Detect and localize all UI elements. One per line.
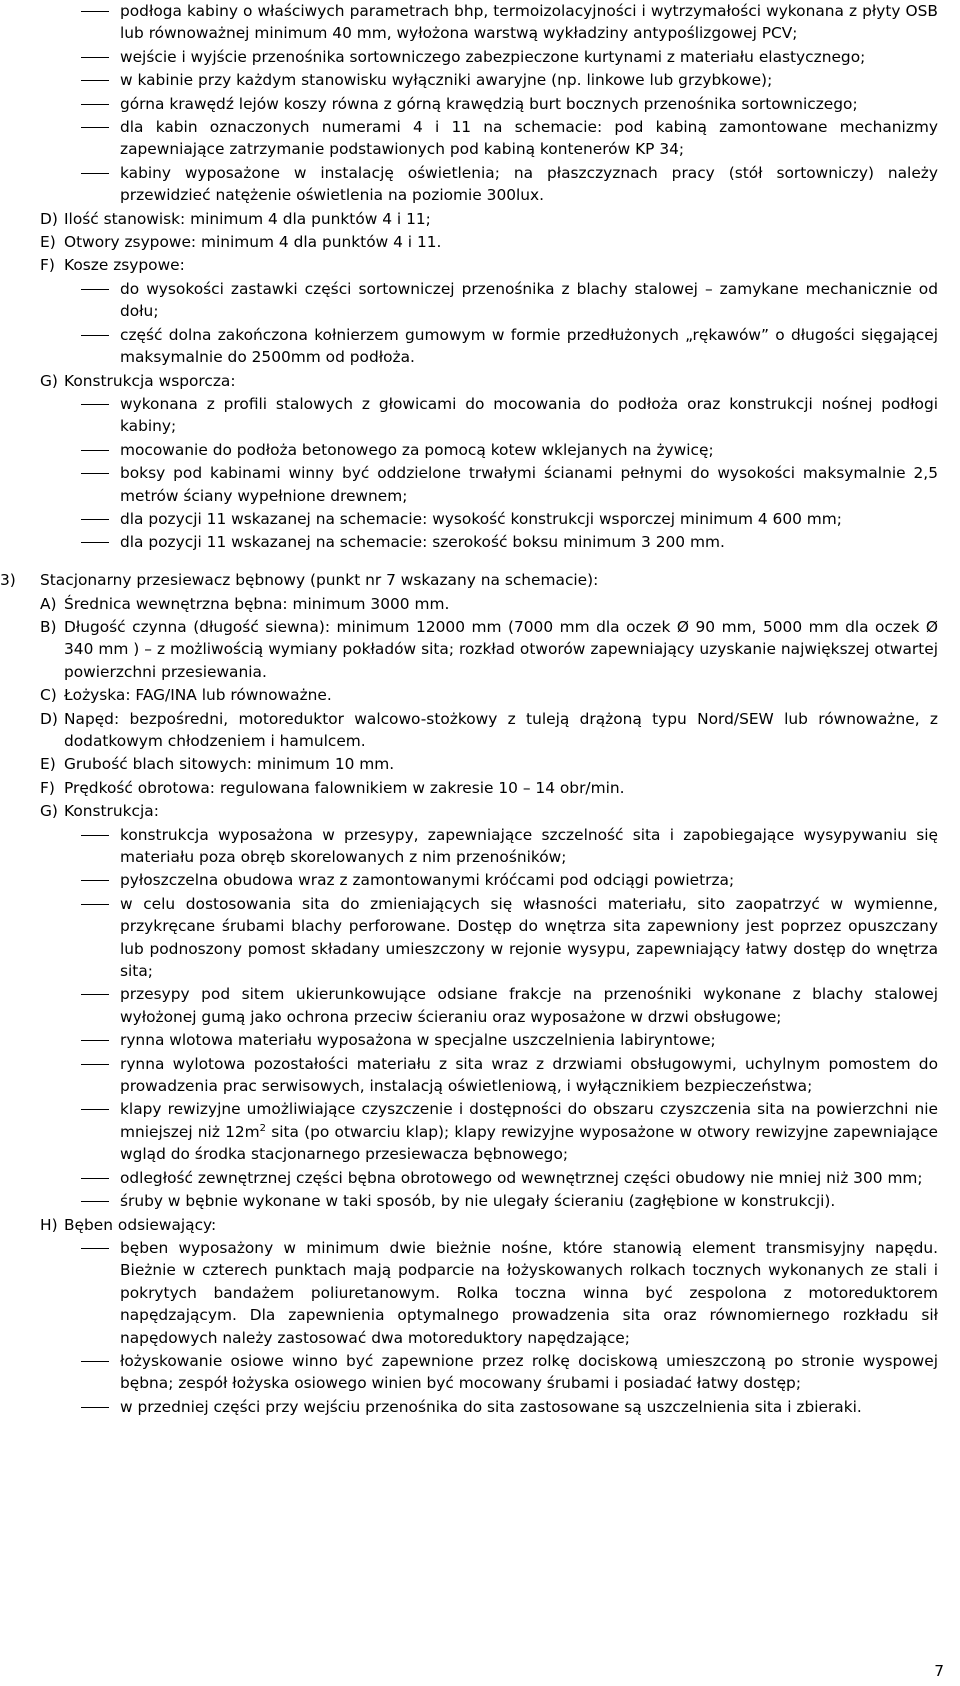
top-bullet-list (64, 0, 938, 207)
list-item: przesypy pod sitem ukierunkowujące odsiane frakcje na przenośniki wykonane z blachy stalowej wyłożonej gumą jako ochrona przeciw ścieraniu oraz wyposażone w drzwi obsługowe; (64, 983, 938, 1028)
s3-item-h (40, 1214, 938, 1236)
item-label: D) (40, 209, 58, 228)
list-item: śruby w bębnie wykonane w taki sposób, by nie ulegały ścieraniu (zagłębione w konstrukcji). (64, 1190, 938, 1212)
item-text: Prędkość obrotowa: regulowana falownikiem w zakresie 10 – 14 obr/min. (64, 778, 625, 797)
item-label: B) (40, 617, 57, 636)
superscript: 2 (259, 1122, 267, 1134)
s3-item-f (40, 777, 938, 799)
section-3-heading (0, 569, 938, 591)
item-text: Ilość stanowisk: minimum 4 dla punktów 4 i 11; (64, 209, 431, 228)
page-number: 7 (934, 1661, 944, 1680)
list-item: dla pozycji 11 wskazanej na schemacie: szerokość boksu minimum 3 200 mm. (64, 531, 938, 553)
item-label: E) (40, 755, 56, 774)
item-text: Konstrukcja wsporcza: (64, 371, 236, 390)
item-text: Długość czynna (długość siewna): minimum 12000 mm (7000 mm dla oczek Ø 90 mm, 5000 mm dla oczek Ø 340 mm ) – z możliwością wymiany pokładów sita; rozkład otworów zapewniający uzyskanie największej otwartej powierzchni przesiewania. (64, 617, 938, 681)
item-label: C) (40, 686, 57, 705)
list-item: do wysokości zastawki części sortowniczej przenośnika z blachy stalowej – zamykane mechanicznie od dołu; (64, 278, 938, 323)
item-text: Grubość blach sitowych: minimum 10 mm. (64, 755, 395, 774)
list-item: w kabinie przy każdym stanowisku wyłączniki awaryjne (np. linkowe lub grzybkowe); (64, 69, 938, 91)
list-item: łożyskowanie osiowe winno być zapewnione przez rolkę dociskową umieszczoną po stronie wyspowej bębna; zespół łożyska osiowego winien być mocowany śrubami i posiadać łatwy dostęp; (64, 1350, 938, 1395)
list-item: wykonana z profili stalowych z głowicami do mocowania do podłoża oraz konstrukcji nośnej podłogi kabiny; (64, 393, 938, 438)
item-label: D) (40, 709, 58, 728)
item-label: G) (40, 371, 58, 390)
list-item-text: klapy rewizyjne umożliwiające czyszczenie i dostępności do obszaru czyszczenia sita na powierzchni nie mniejszej niż 12m (120, 1100, 938, 1141)
list-item (64, 1098, 938, 1165)
item-g-bullets (64, 393, 938, 554)
section-text: Stacjonarny przesiewacz bębnowy (punkt nr 7 wskazany na schemacie): (40, 571, 599, 590)
item-text: Otwory zsypowe: minimum 4 dla punktów 4 i 11. (64, 233, 442, 252)
item-text: Bęben odsiewający: (64, 1215, 217, 1234)
s3-item-a (40, 593, 938, 615)
s3-item-b (40, 616, 938, 683)
list-item: podłoga kabiny o właściwych parametrach bhp, termoizolacyjności i wytrzymałości wykonana z płyty OSB lub równoważnej minimum 40 mm, wyłożona warstwą wykładziny antypoślizgowej PCV; (64, 0, 938, 45)
list-item: dla pozycji 11 wskazanej na schemacie: wysokość konstrukcji wsporczej minimum 4 600 mm; (64, 508, 938, 530)
list-item: część dolna zakończona kołnierzem gumowym w formie przedłużonych „rękawów” o długości sięgającej maksymalnie do 2500mm od podłoża. (64, 324, 938, 369)
s3-item-h-bullets (64, 1237, 938, 1418)
item-text: Napęd: bezpośredni, motoreduktor walcowo-stożkowy z tuleją drążoną typu Nord/SEW lub równoważne, z dodatkowym chłodzeniem i hamulcem. (64, 709, 938, 750)
list-item: pyłoszczelna obudowa wraz z zamontowanymi króćcami pod odciągi powietrza; (64, 869, 938, 891)
s3-item-c (40, 684, 938, 706)
list-item: rynna wylotowa pozostałości materiału z sita wraz z drzwiami obsługowymi, uchylnym pomostem do prowadzenia prac serwisowych, instalacją oświetleniową, i wyłącznikiem bezpieczeństwa; (64, 1053, 938, 1098)
item-text: Kosze zsypowe: (64, 256, 185, 275)
item-label: F) (40, 778, 55, 797)
list-item: w przedniej części przy wejściu przenośnika do sita zastosowane są uszczelnienia sita i zbieraki. (64, 1396, 938, 1418)
list-item: kabiny wyposażone w instalację oświetlenia; na płaszczyznach pracy (stół sortowniczy) należy przewidzieć natężenie oświetlenia na poziomie 300lux. (64, 162, 938, 207)
list-item: odległość zewnętrznej części bębna obrotowego od wewnętrznej części obudowy nie mniej niż 300 mm; (64, 1167, 938, 1189)
list-item: w celu dostosowania sita do zmieniających się własności materiału, sito zaopatrzyć w wymienne, przykręcane śrubami blachy perforowane. Dostęp do wnętrza sita zapewniony jest poprzez opuszczany lub podnoszony pomost składany umieszczony w rejonie wysypu, zapewniający łatwy dostęp do wnętrza sita; (64, 893, 938, 983)
item-label: F) (40, 256, 55, 275)
section-label: 3) (0, 571, 16, 590)
list-item: rynna wlotowa materiału wyposażona w specjalne uszczelnienia labiryntowe; (64, 1029, 938, 1051)
item-f (40, 254, 938, 276)
list-item: konstrukcja wyposażona w przesypy, zapewniające szczelność sita i zapobiegające wysypywaniu się materiału poza obręb skorelowanych z nim przenośników; (64, 824, 938, 869)
item-label: E) (40, 233, 56, 252)
item-label: G) (40, 802, 58, 821)
item-text: Konstrukcja: (64, 802, 159, 821)
s3-item-e (40, 753, 938, 775)
item-text: Średnica wewnętrzna bębna: minimum 3000 mm. (64, 594, 450, 613)
item-d (40, 208, 938, 230)
s3-item-d (40, 708, 938, 753)
s3-item-g (40, 800, 938, 822)
item-g (40, 370, 938, 392)
item-label: H) (40, 1215, 58, 1234)
list-item: bęben wyposażony w minimum dwie bieżnie nośne, które stanowią element transmisyjny napędu. Bieżnie w czterech punktach mają podparcie na łożyskowanych rolkach tocznych wykonanych ze stali i pokrytych bandażem poliuretanowym. Rolka toczna winna być zespolona z motoreduktorem napędzającym. Dla zapewnienia optymalnego prowadzenia sita oraz równomiernego rozkładu sił napędowych należy zastosować dwa motoreduktory napędzające; (64, 1237, 938, 1349)
list-item: boksy pod kabinami winny być oddzielone trwałymi ścianami pełnymi do wysokości maksymalnie 2,5 metrów ściany wypełnione drewnem; (64, 462, 938, 507)
list-item: dla kabin oznaczonych numerami 4 i 11 na schemacie: pod kabiną zamontowane mechanizmy zapewniające zatrzymanie podstawionych pod kabiną kontenerów KP 34; (64, 116, 938, 161)
item-e (40, 231, 938, 253)
list-item: mocowanie do podłoża betonowego za pomocą kotew wklejanych na żywicę; (64, 439, 938, 461)
item-text: Łożyska: FAG/INA lub równoważne. (64, 686, 332, 705)
list-item-text: sita (po otwarciu klap); klapy rewizyjne wyposażone w otwory rewizyjne zapewniające wgląd do środka stacjonarnego przesiewacza bębnowego; (120, 1122, 938, 1164)
list-item: wejście i wyjście przenośnika sortowniczego zabezpieczone kurtynami z materiału elastycznego; (64, 46, 938, 68)
list-item: górna krawędź lejów koszy równa z górną krawędzią burt bocznych przenośnika sortowniczego; (64, 93, 938, 115)
item-label: A) (40, 594, 57, 613)
item-f-bullets (64, 278, 938, 369)
s3-item-g-bullets (64, 824, 938, 1213)
